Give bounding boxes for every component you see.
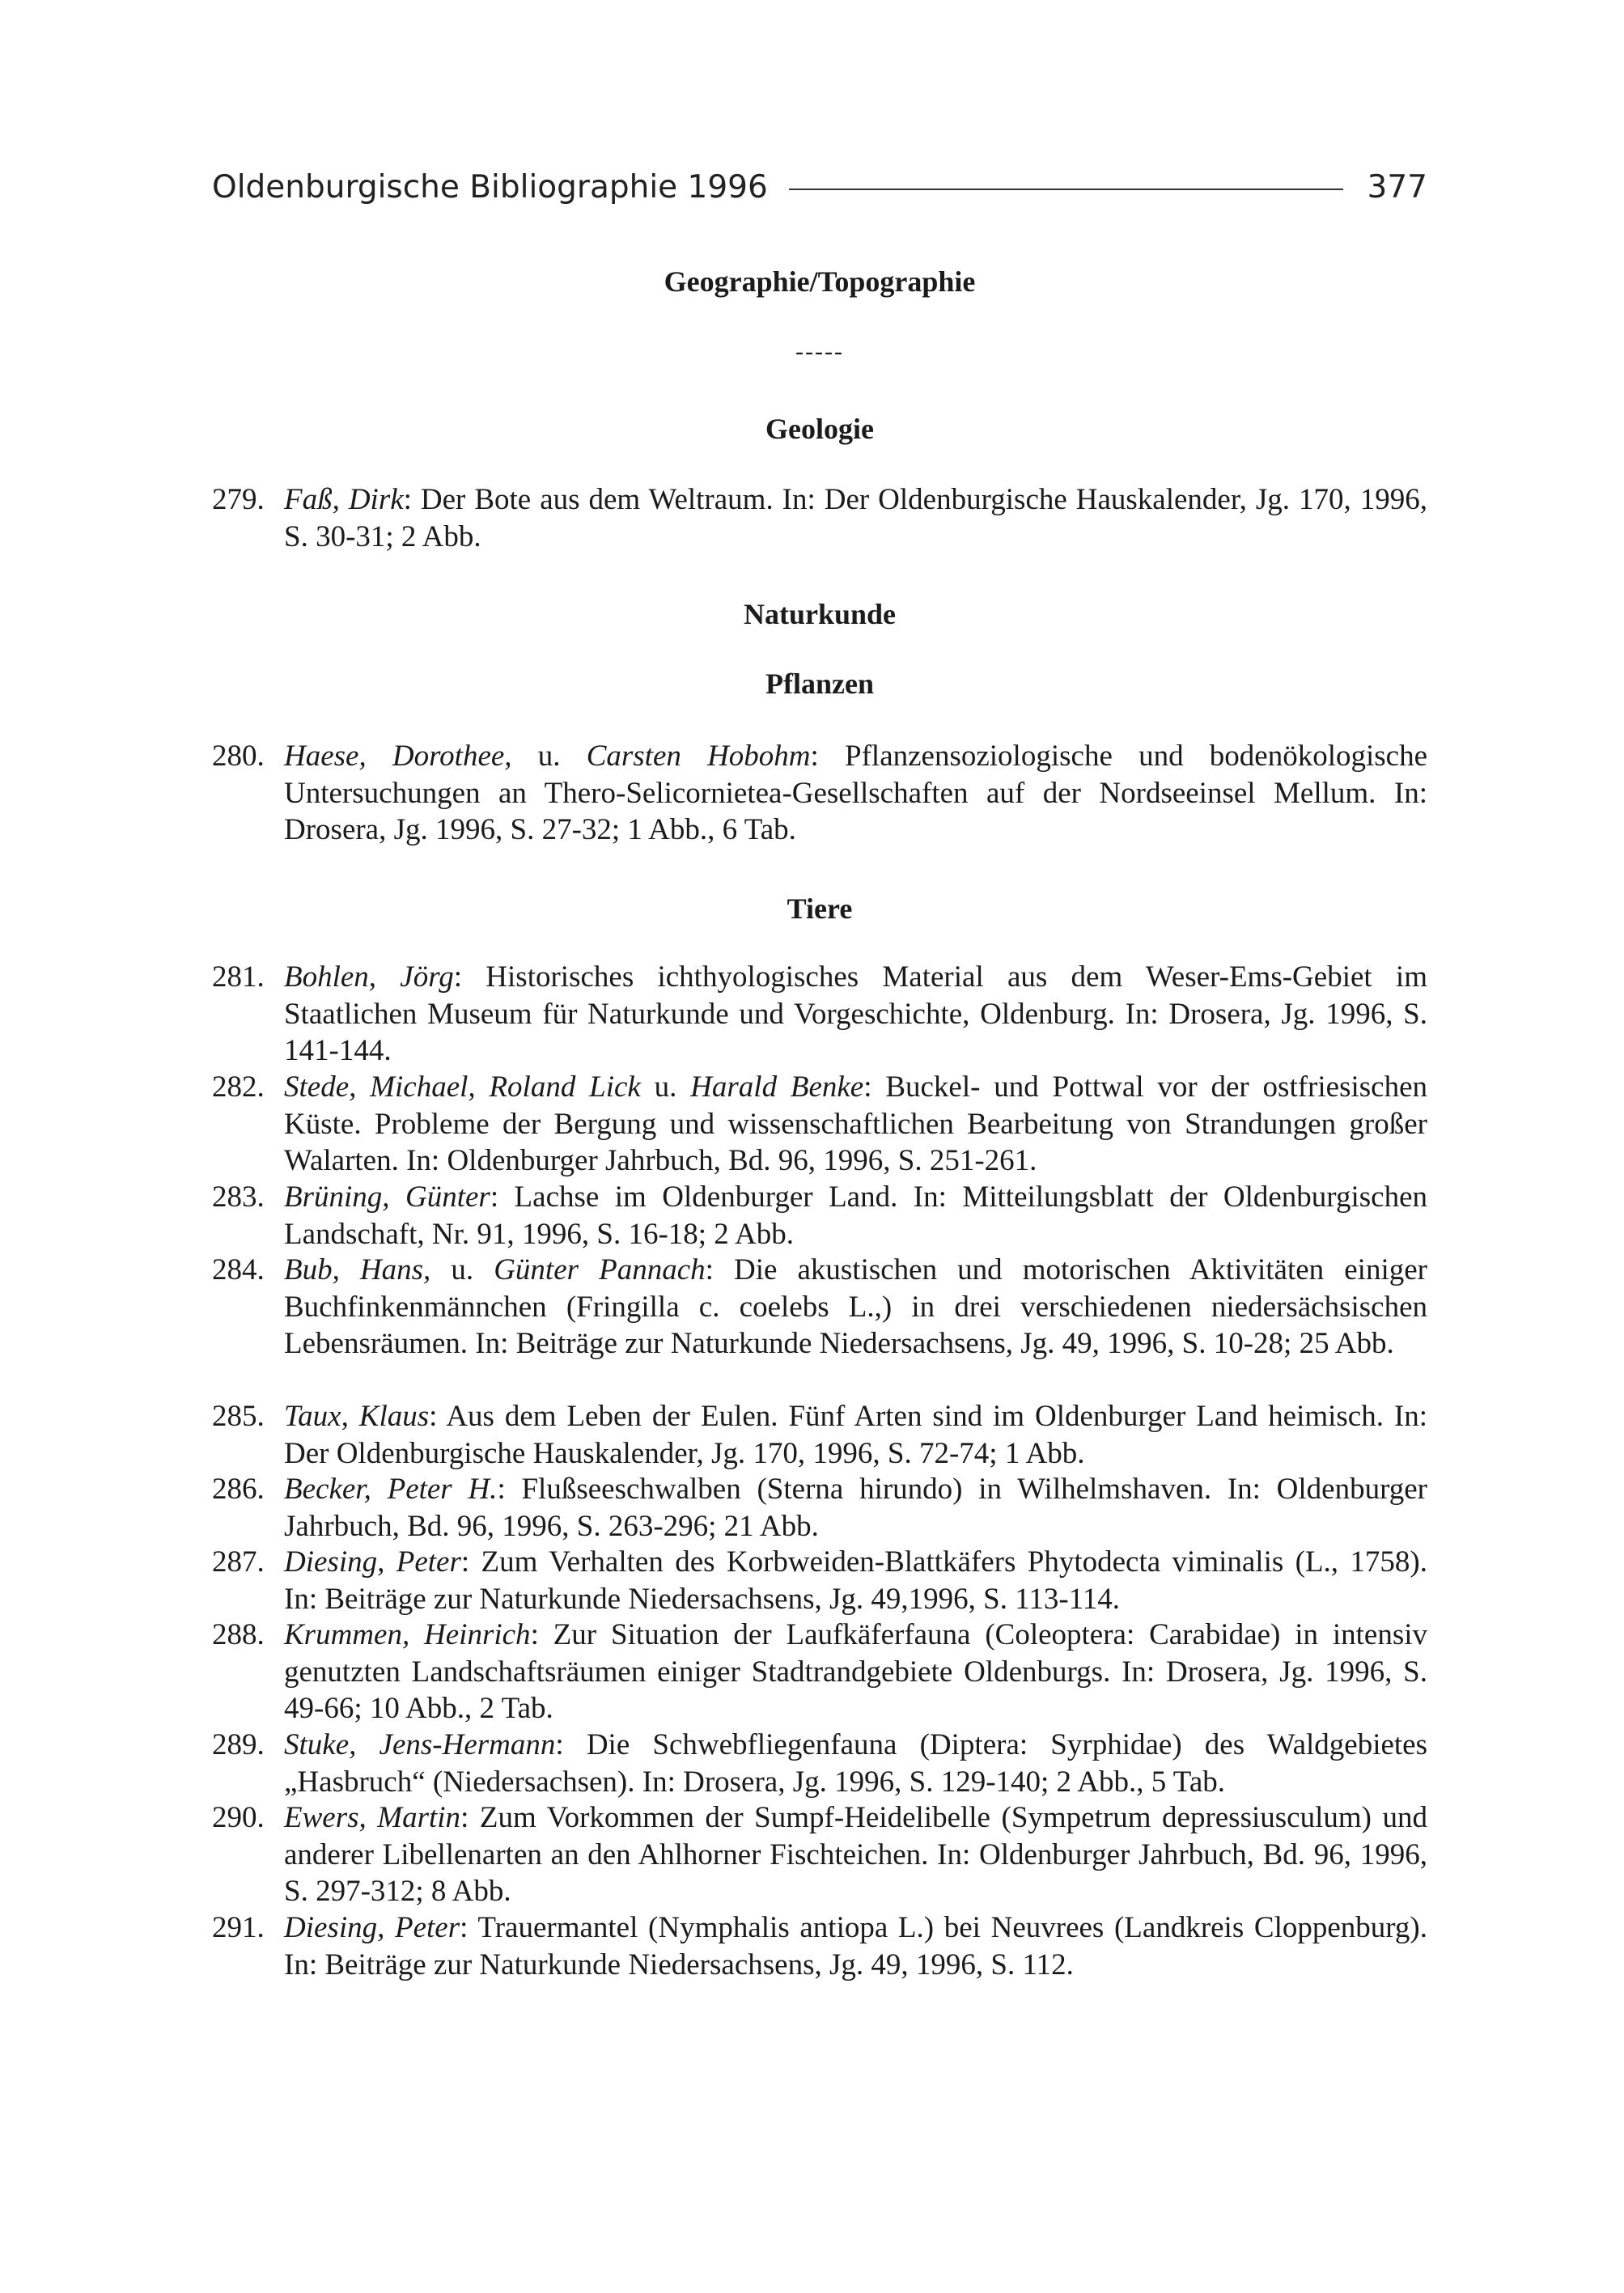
entry-number: 285.: [212, 1400, 265, 1433]
subheading-geologie: Geologie: [765, 413, 874, 445]
entry-author: Bub, Hans,: [284, 1253, 431, 1286]
entry-text: : Pflanzensoziologische und bodenökologische Untersuchungen an Thero-Selicornietea-Gesellschaften auf der Nordseeinsel Mellum. In: Drosera, Jg. 1996, S. 27-32; 1 Abb., 6 Tab.: [284, 740, 1427, 846]
entry-author: Stede, Michael, Roland Lick: [284, 1070, 641, 1104]
page-header: [212, 159, 1427, 215]
entry-number: 287.: [212, 1545, 265, 1579]
page-number: 377: [1367, 168, 1427, 206]
entry-number: 290.: [212, 1801, 265, 1834]
entry-text: : Aus dem Leben der Eulen. Fünf Arten sind im Oldenburger Land heimisch. In: Der Oldenburgische Hauskalender, Jg. 170, 1996, S. 72-74; 1 Abb.: [284, 1400, 1427, 1470]
entry-author: Bohlen, Jörg: [284, 960, 454, 994]
entry-author: Stuke, Jens-Hermann: [284, 1728, 556, 1761]
entry-author-2: Carsten Hobohm: [586, 740, 811, 773]
entry-text: : Der Bote aus dem Weltraum. In: Der Oldenburgische Hauskalender, Jg. 170, 1996, S. 30-31; 2 Abb.: [284, 483, 1427, 553]
subheading-tiere: Tiere: [787, 892, 853, 925]
entry-text: : Lachse im Oldenburger Land. In: Mitteilungsblatt der Oldenburgischen Landschaft, Nr. 91, 1996, S. 16-18; 2 Abb.: [284, 1180, 1427, 1251]
entry-number: 286.: [212, 1473, 265, 1506]
entry-text: : Historisches ichthyologisches Material aus dem Weser-Ems-Gebiet im Staatlichen Museum für Naturkunde und Vorgeschichte, Oldenburg. In: Drosera, Jg. 1996, S. 141-144.: [284, 960, 1427, 1067]
section-separator: -----: [795, 338, 844, 365]
entry-290: [212, 1799, 1427, 1910]
entry-number: 288.: [212, 1618, 265, 1651]
entry-text: : Die Schwebfliegenfauna (Diptera: Syrphidae) des Waldgebietes „Hasbruch“ (Niedersachsen). In: Drosera, Jg. 1996, S. 129-140; 2 Abb., 5 Tab.: [284, 1728, 1428, 1799]
entry-author: Diesing, Peter: [284, 1911, 460, 1944]
entry-text: : Flußseeschwalben (Sterna hirundo) in Wilhelmshaven. In: Oldenburger Jahrbuch, Bd. 96, 1996, S. 263-296; 21 Abb.: [284, 1473, 1427, 1543]
entry-text: : Buckel- und Pottwal vor der ostfriesischen Küste. Probleme der Bergung und wissenschaftlichen Bearbeitung von Strandungen großer Walarten. In: Oldenburger Jahrbuch, Bd. 96, 1996, S. 251-261.: [284, 1070, 1427, 1177]
entry-281: [212, 959, 1427, 1070]
entry-285: [212, 1398, 1427, 1472]
subheading-pflanzen: Pflanzen: [765, 668, 874, 700]
entry-author: Diesing, Peter: [284, 1545, 461, 1579]
entry-number: 280.: [212, 740, 265, 773]
entry-283: [212, 1179, 1427, 1252]
entry-287: [212, 1544, 1427, 1617]
entry-text: : Die akustischen und motorischen Aktivitäten einiger Buchfinkenmännchen (Fringilla c. coelebs L.,) in drei verschiedenen niedersächsischen Lebensräumen. In: Beiträge zur Naturkunde Niedersachsens, Jg. 49, 1996, S. 10-28; 25 Abb.: [284, 1253, 1427, 1360]
entry-286: [212, 1471, 1427, 1545]
entry-number: 282.: [212, 1070, 265, 1104]
header-rule: [789, 189, 1343, 190]
entry-conjunction: u.: [640, 1070, 691, 1104]
entry-291: [212, 1909, 1427, 1983]
entry-author: Ewers, Martin: [284, 1801, 461, 1834]
entry-author: Becker, Peter H.: [284, 1473, 498, 1506]
entry-279: [212, 481, 1427, 555]
entry-284: [212, 1252, 1427, 1363]
entry-conjunction: u.: [511, 740, 587, 773]
entry-text: : Trauermantel (Nymphalis antiopa L.) bei Neuvrees (Landkreis Cloppenburg). In: Beiträge zur Naturkunde Niedersachsens, Jg. 49, 1996, S. 112.: [284, 1911, 1427, 1981]
entry-number: 289.: [212, 1728, 265, 1761]
entry-number: 291.: [212, 1911, 265, 1944]
entry-author: Taux, Klaus: [284, 1400, 430, 1433]
subheading-naturkunde: Naturkunde: [743, 598, 897, 630]
entry-number: 284.: [212, 1253, 265, 1286]
entry-conjunction: u.: [430, 1253, 494, 1286]
entry-author: Brüning, Günter: [284, 1180, 490, 1214]
entry-author-2: Harald Benke: [690, 1070, 864, 1104]
running-title: Oldenburgische Bibliographie 1996: [212, 168, 768, 206]
entry-number: 283.: [212, 1180, 265, 1214]
entry-288: [212, 1617, 1427, 1727]
entry-text: : Zur Situation der Laufkäferfauna (Coleoptera: Carabidae) in intensiv genutzten Landschaftsräumen einiger Stadtrandgebiete Oldenburgs. In: Drosera, Jg. 1996, S. 49-66; 10 Abb., 2 Tab.: [284, 1618, 1427, 1725]
entry-289: [212, 1727, 1427, 1800]
entry-282: [212, 1069, 1427, 1180]
entry-author: Haese, Dorothee,: [284, 740, 512, 773]
entry-author: Krummen, Heinrich: [284, 1618, 531, 1651]
entry-author-2: Günter Pannach: [494, 1253, 706, 1286]
entry-280: [212, 738, 1427, 849]
entry-author: Faß, Dirk: [284, 483, 404, 516]
section-heading: Geographie/Topographie: [664, 265, 976, 298]
entry-text: : Zum Vorkommen der Sumpf-Heidelibelle (Sympetrum depressiusculum) und anderer Libellenarten an den Ahlhorner Fischteichen. In: Oldenburger Jahrbuch, Bd. 96, 1996, S. 297-312; 8 Abb.: [284, 1801, 1427, 1908]
entry-text: : Zum Verhalten des Korbweiden-Blattkäfers Phytodecta viminalis (L., 1758). In: Beiträge zur Naturkunde Niedersachsens, Jg. 49,1996, S. 113-114.: [284, 1545, 1427, 1616]
entry-number: 281.: [212, 960, 265, 994]
entry-number: 279.: [212, 483, 265, 516]
